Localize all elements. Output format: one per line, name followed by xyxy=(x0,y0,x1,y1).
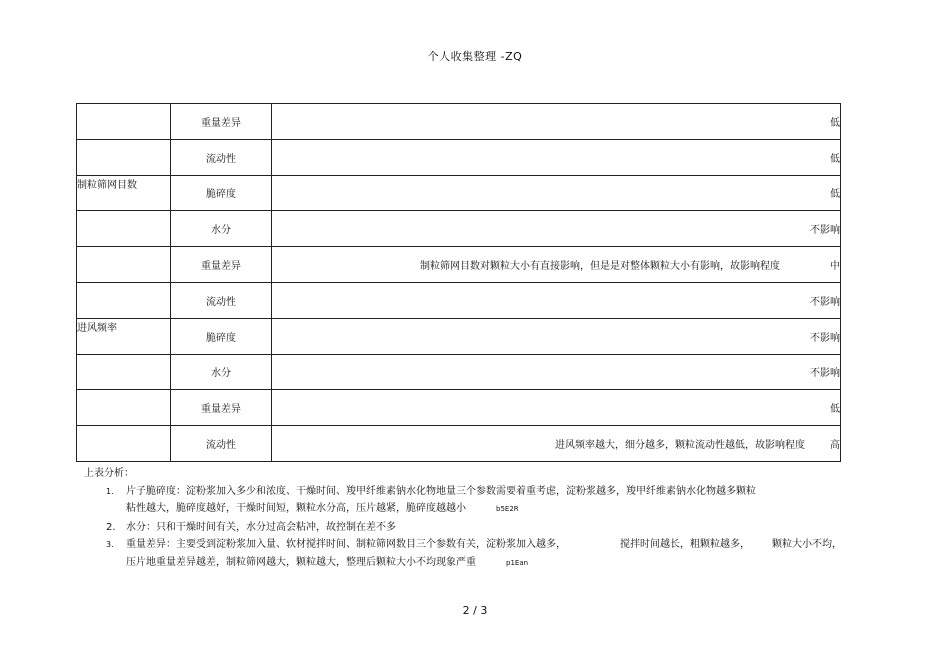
impact-cell xyxy=(272,139,841,175)
impact-level: 不影响 xyxy=(810,332,840,344)
property-cell: 流动性 xyxy=(171,139,272,175)
impact-cell xyxy=(272,175,841,211)
property-cell: 重量差异 xyxy=(171,104,272,140)
item-text: 搅拌时间越长，粗颗粒越多， xyxy=(620,539,750,550)
param-cell xyxy=(77,282,171,318)
analysis-heading: 上表分析： xyxy=(84,468,134,479)
table-row xyxy=(77,390,841,426)
property-cell: 重量差异 xyxy=(171,247,272,283)
table-row xyxy=(77,247,841,283)
impact-cell xyxy=(272,104,841,140)
table-row xyxy=(77,354,841,390)
property-cell: 水分 xyxy=(171,354,272,390)
impact-level: 低 xyxy=(830,189,840,201)
impact-level: 低 xyxy=(830,404,840,416)
impact-level: 低 xyxy=(830,153,840,165)
item-text-line xyxy=(126,536,884,554)
table-row xyxy=(77,318,841,354)
param-cell xyxy=(77,139,171,175)
item-text: 粘性越大，脆碎度越好，干燥时间短，颗粒水分高，压片越紧，脆碎度越越小 xyxy=(126,503,466,514)
page-header: 个人收集整理 -ZQ xyxy=(427,50,523,63)
impact-description: 制粒筛网目数对颗粒大小有直接影响，但是是对整体颗粒大小有影响，故影响程度 xyxy=(420,261,780,273)
analysis-section xyxy=(84,465,884,572)
param-cell xyxy=(77,104,171,140)
item-text: 重量差异：主要受到淀粉浆加入量、软材搅拌时间、制粒筛网数目三个参数有关，淀粉浆加入越多， xyxy=(126,539,566,550)
doc-tag: b5E2R xyxy=(496,505,519,513)
table-row xyxy=(77,139,841,175)
item-text-line xyxy=(126,500,884,519)
impact-description: 进风频率越大，细分越多，颗粒流动性越低，故影响程度 xyxy=(555,440,805,452)
impact-cell xyxy=(272,354,841,390)
analysis-item-2 xyxy=(84,519,884,537)
param-cell xyxy=(77,390,171,426)
table-row xyxy=(77,175,841,211)
item-text-line: 水分：只和干燥时间有关，水分过高会粘冲，故控制在差不多 xyxy=(126,521,396,533)
impact-cell xyxy=(272,211,841,247)
table-row xyxy=(77,211,841,247)
property-cell: 流动性 xyxy=(171,426,272,462)
item-text: 压片地重量差异越差，制粒筛网越大，颗粒越大，整理后颗粒大小不均现象严重 xyxy=(126,556,476,568)
table-row xyxy=(77,426,841,462)
page-number: 2 / 3 xyxy=(462,604,488,617)
impact-level: 高 xyxy=(830,440,840,452)
parameter-impact-table xyxy=(76,103,841,462)
item-text-line xyxy=(126,554,884,573)
impact-cell xyxy=(272,318,841,354)
item-text: 颗粒大小不均， xyxy=(772,539,842,550)
impact-cell xyxy=(272,426,841,462)
impact-level: 不影响 xyxy=(810,368,840,380)
param-cell xyxy=(77,211,171,247)
property-cell: 流动性 xyxy=(171,282,272,318)
property-cell: 脆碎度 xyxy=(171,318,272,354)
item-number: 1. xyxy=(106,486,114,496)
impact-cell xyxy=(272,390,841,426)
impact-cell xyxy=(272,247,841,283)
property-cell: 水分 xyxy=(171,211,272,247)
property-cell: 脆碎度 xyxy=(171,175,272,211)
analysis-item-3 xyxy=(84,536,884,572)
param-cell xyxy=(77,426,171,462)
impact-level: 不影响 xyxy=(810,225,840,237)
property-cell: 重量差异 xyxy=(171,390,272,426)
param-cell: 制粒筛网目数 xyxy=(77,175,171,211)
doc-tag: p1Ean xyxy=(506,558,529,567)
item-text-line: 片子脆碎度：淀粉浆加入多少和浓度、干燥时间、羧甲纤维素钠水化物地量三个参数需要着重考虑，淀粉浆越多，羧甲纤维素钠水化物越多颗粒 xyxy=(126,485,756,497)
item-number: 2. xyxy=(106,521,116,533)
table-row xyxy=(77,104,841,140)
analysis-item-1 xyxy=(84,483,884,519)
impact-cell xyxy=(272,282,841,318)
table-row xyxy=(77,282,841,318)
param-cell xyxy=(77,247,171,283)
impact-level: 中 xyxy=(830,261,840,273)
param-cell xyxy=(77,354,171,390)
impact-level: 低 xyxy=(830,117,840,129)
impact-level: 不影响 xyxy=(810,296,840,308)
param-cell: 进风频率 xyxy=(77,318,171,354)
item-number: 3. xyxy=(106,540,114,549)
